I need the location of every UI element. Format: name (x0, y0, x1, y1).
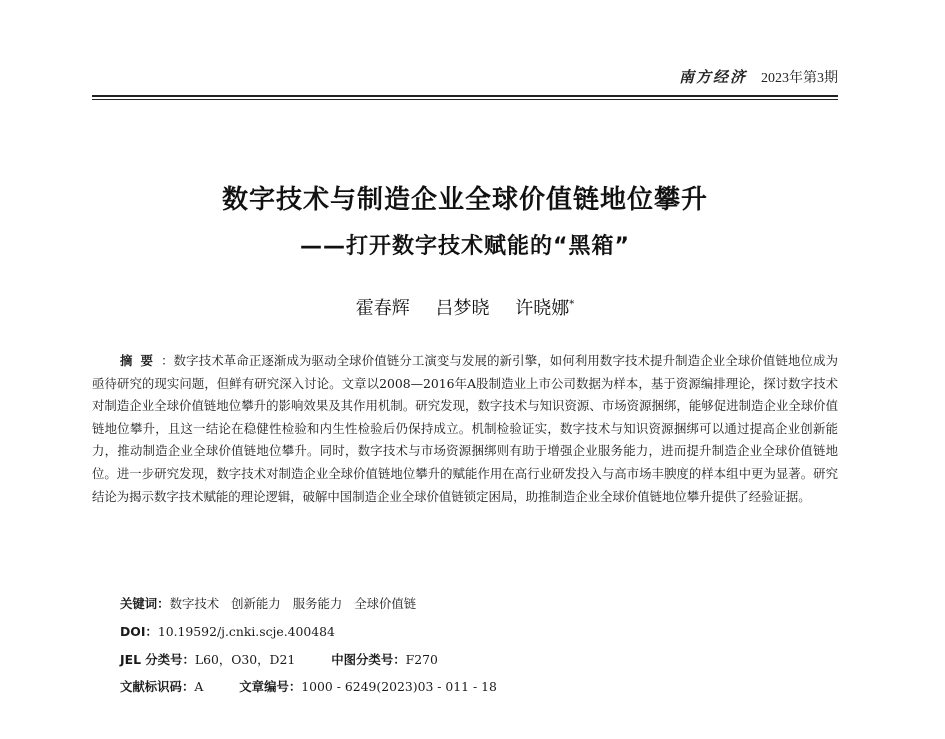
doc-code-value: A (194, 679, 204, 694)
document-code-line (120, 677, 497, 695)
issue-number: 2023年第3期 (761, 71, 838, 86)
doc-code-label: 文献标识码： (120, 679, 195, 694)
keywords-line (120, 594, 428, 612)
doi-label: DOI： (120, 624, 158, 639)
doi-line (120, 622, 335, 640)
clc-label: 中图分类号： (331, 652, 406, 667)
jel-value: L60，O30，D21 (194, 652, 296, 667)
paper-title: 数字技术与制造企业全球价值链地位攀升 (221, 185, 708, 215)
keyword: 数字技术 (169, 596, 220, 611)
header-rule-thin (92, 99, 838, 100)
author-name: 霍春辉 (355, 298, 410, 319)
running-header (679, 66, 838, 87)
abstract-text: 数字技术革命正逐渐成为驱动全球价值链分工演变与发展的新引擎，如何利用数字技术提升制造企业全球价值链地位成为亟待研究的现实问题，但鲜有研究深入讨论。文章以2008—2016年A股制造业上市公司数据为样本，基于资源编排理论，探讨数字技术对制造企业全球价值链地位攀升的影响效果及其作用机制。研究发现，数字技术与知识资源、市场资源捆绑，能够促进制造企业全球价值链地位攀升，且这一结论在稳健性检验和内生性检验后仍保持成立。机制检验证实，数字技术与知识资源捆绑可以通过提高企业创新能力，推动制造企业全球价值链地位攀升。同时，数字技术与市场资源捆绑则有助于增强企业服务能力，进而提升制造企业全球价值链地位。进一步研究发现，数字技术对制造企业全球价值链地位攀升的赋能作用在高行业研发投入与高市场丰腴度的样本组中更为显著。研究结论为揭示数字技术赋能的理论逻辑，破解中国制造企业全球价值链锁定困局，助推制造企业全球价值链地位攀升提供了经验证据。 (92, 353, 839, 504)
author-name: 吕梦晓 (435, 298, 490, 319)
keyword: 全球价值链 (354, 596, 417, 611)
article-number-value: 1000 - 6249(2023)03 - 011 - 18 (301, 679, 497, 694)
author-list (0, 294, 930, 320)
classification-line (120, 650, 438, 668)
abstract: 摘要：数字技术革命正逐渐成为驱动全球价值链分工演变与发展的新引擎，如何利用数字技术提升制造企业全球价值链地位成为亟待研究的现实问题，但鲜有研究深入讨论。文章以2008—2016年A股制造业上市公司数据为样本，基于资源编排理论，探讨数字技术对制造企业全球价值链地位攀升的影响效果及其作用机制。研究发现，数字技术与知识资源、市场资源捆绑，能够促进制造企业全球价值链地位攀升，且这一结论在稳健性检验和内生性检验后仍保持成立。机制检验证实，数字技术与知识资源捆绑可以通过提高企业创新能力，推动制造企业全球价值链地位攀升。同时，数字技术与市场资源捆绑则有助于增强企业服务能力，进而提升制造企业全球价值链地位。进一步研究发现，数字技术对制造企业全球价值链地位攀升的赋能作用在高行业研发投入与高市场丰腴度的样本组中更为显著。研究结论为揭示数字技术赋能的理论逻辑，破解中国制造企业全球价值链锁定困局，助推制造企业全球价值链地位攀升提供了经验证据。 (92, 353, 839, 504)
keyword: 服务能力 (292, 596, 343, 611)
article-number-label: 文章编号： (239, 679, 302, 694)
journal-name: 南方经济 (678, 68, 747, 86)
doi-value: 10.19592/j.cnki.scje.400484 (157, 624, 335, 639)
header-rule-thick (92, 95, 838, 97)
keywords-label: 关键词： (120, 596, 170, 611)
author-name: 许晓娜* (515, 298, 575, 319)
jel-label: JEL 分类号： (120, 652, 195, 667)
clc-value: F270 (405, 652, 438, 667)
abstract-label: 摘要 (120, 353, 162, 368)
corresponding-author-mark: * (569, 299, 575, 310)
keyword: 创新能力 (231, 596, 281, 611)
paper-subtitle: ——打开数字技术赋能的“黑箱” (300, 234, 630, 259)
